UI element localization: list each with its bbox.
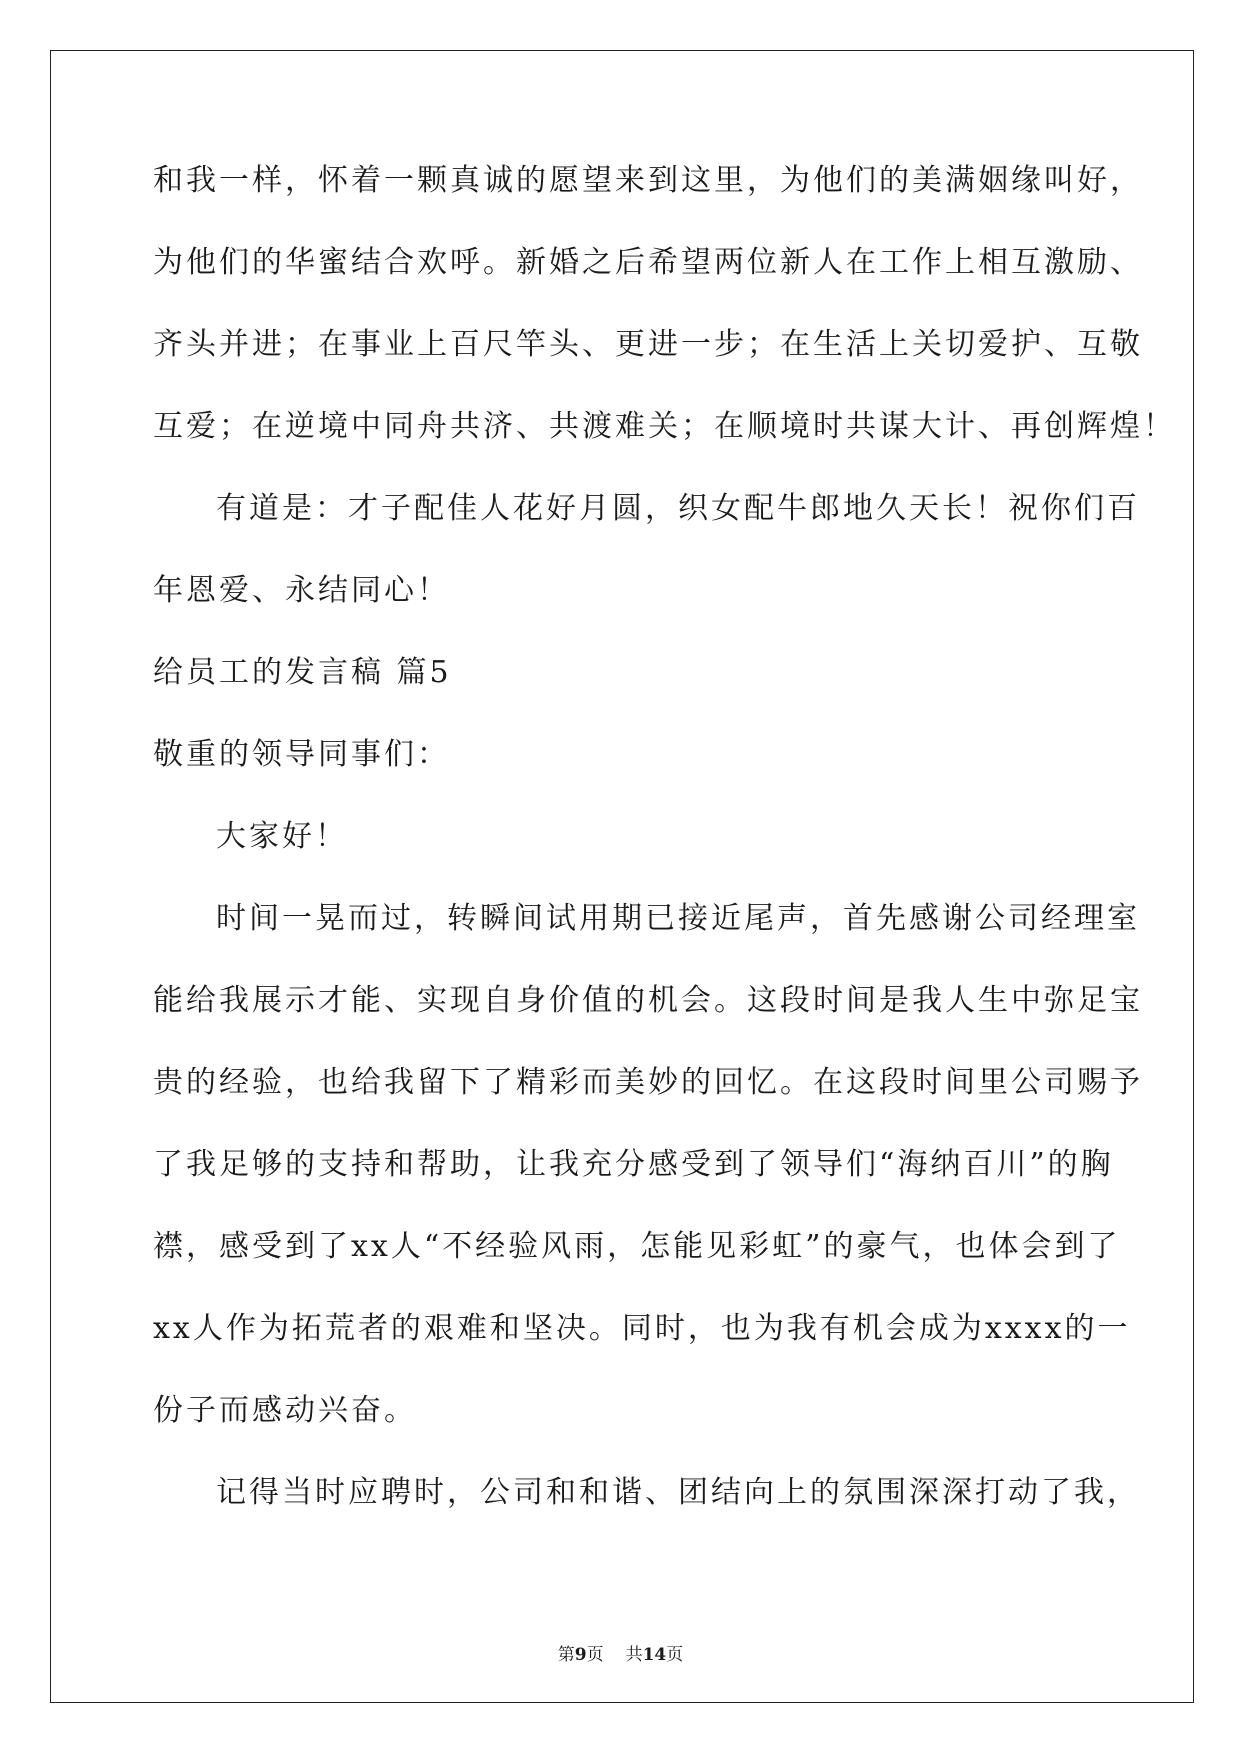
paragraph-line: 贵的经验，也给我留下了精彩而美妙的回忆。在这段时间里公司赐予 [153,1065,1143,1100]
page-current: 9 [574,1645,587,1665]
paragraph-line: 和我一样，怀着一颗真诚的愿望来到这里，为他们的美满姻缘叫好， [153,163,1143,198]
paragraph-line: 襟，感受到了xx人“不经验风雨，怎能见彩虹”的豪气，也体会到了 [153,1229,1121,1264]
salutation: 敬重的领导同事们： [153,737,450,772]
greeting: 大家好！ [216,819,348,854]
paragraph-line: 记得当时应聘时，公司和和谐、团结向上的氛围深深打动了我， [216,1475,1140,1510]
section-heading: 给员工的发言稿 篇5 [153,655,452,690]
paragraph-line: 了我足够的支持和帮助，让我充分感受到了领导们“海纳百川”的胸 [153,1147,1114,1182]
paragraph-line: 为他们的华蜜结合欢呼。新婚之后希望两位新人在工作上相互激励、 [153,245,1143,280]
paragraph-line: xx人作为拓荒者的艰难和坚决。同时，也为我有机会成为xxxx的一 [153,1311,1131,1346]
paragraph-line: 年恩爱、永结同心！ [153,573,450,608]
total-suffix: 页 [666,1645,684,1665]
document-body [153,158,1176,1552]
paragraph-line: 互爱；在逆境中同舟共济、共渡难关；在顺境时共谋大计、再创辉煌！ [153,409,1176,444]
paragraph-line: 时间一晃而过，转瞬间试用期已接近尾声，首先感谢公司经理室 [216,901,1140,936]
paragraph-line: 有道是：才子配佳人花好月圆，织女配牛郎地久天长！祝你们百 [216,491,1140,526]
paragraph-line: 齐头并进；在事业上百尺竿头、更进一步；在生活上关切爱护、互敬 [153,327,1143,362]
paragraph-line: 份子而感动兴奋。 [153,1393,417,1428]
total-prefix: 共 [625,1645,643,1665]
paragraph-line: 能给我展示才能、实现自身价值的机会。这段时间是我人生中弥足宝 [153,983,1143,1018]
page-prefix: 第 [557,1645,575,1665]
page-total: 14 [642,1645,667,1665]
page-footer [0,1640,1241,1665]
page-mid: 页 [586,1645,604,1665]
